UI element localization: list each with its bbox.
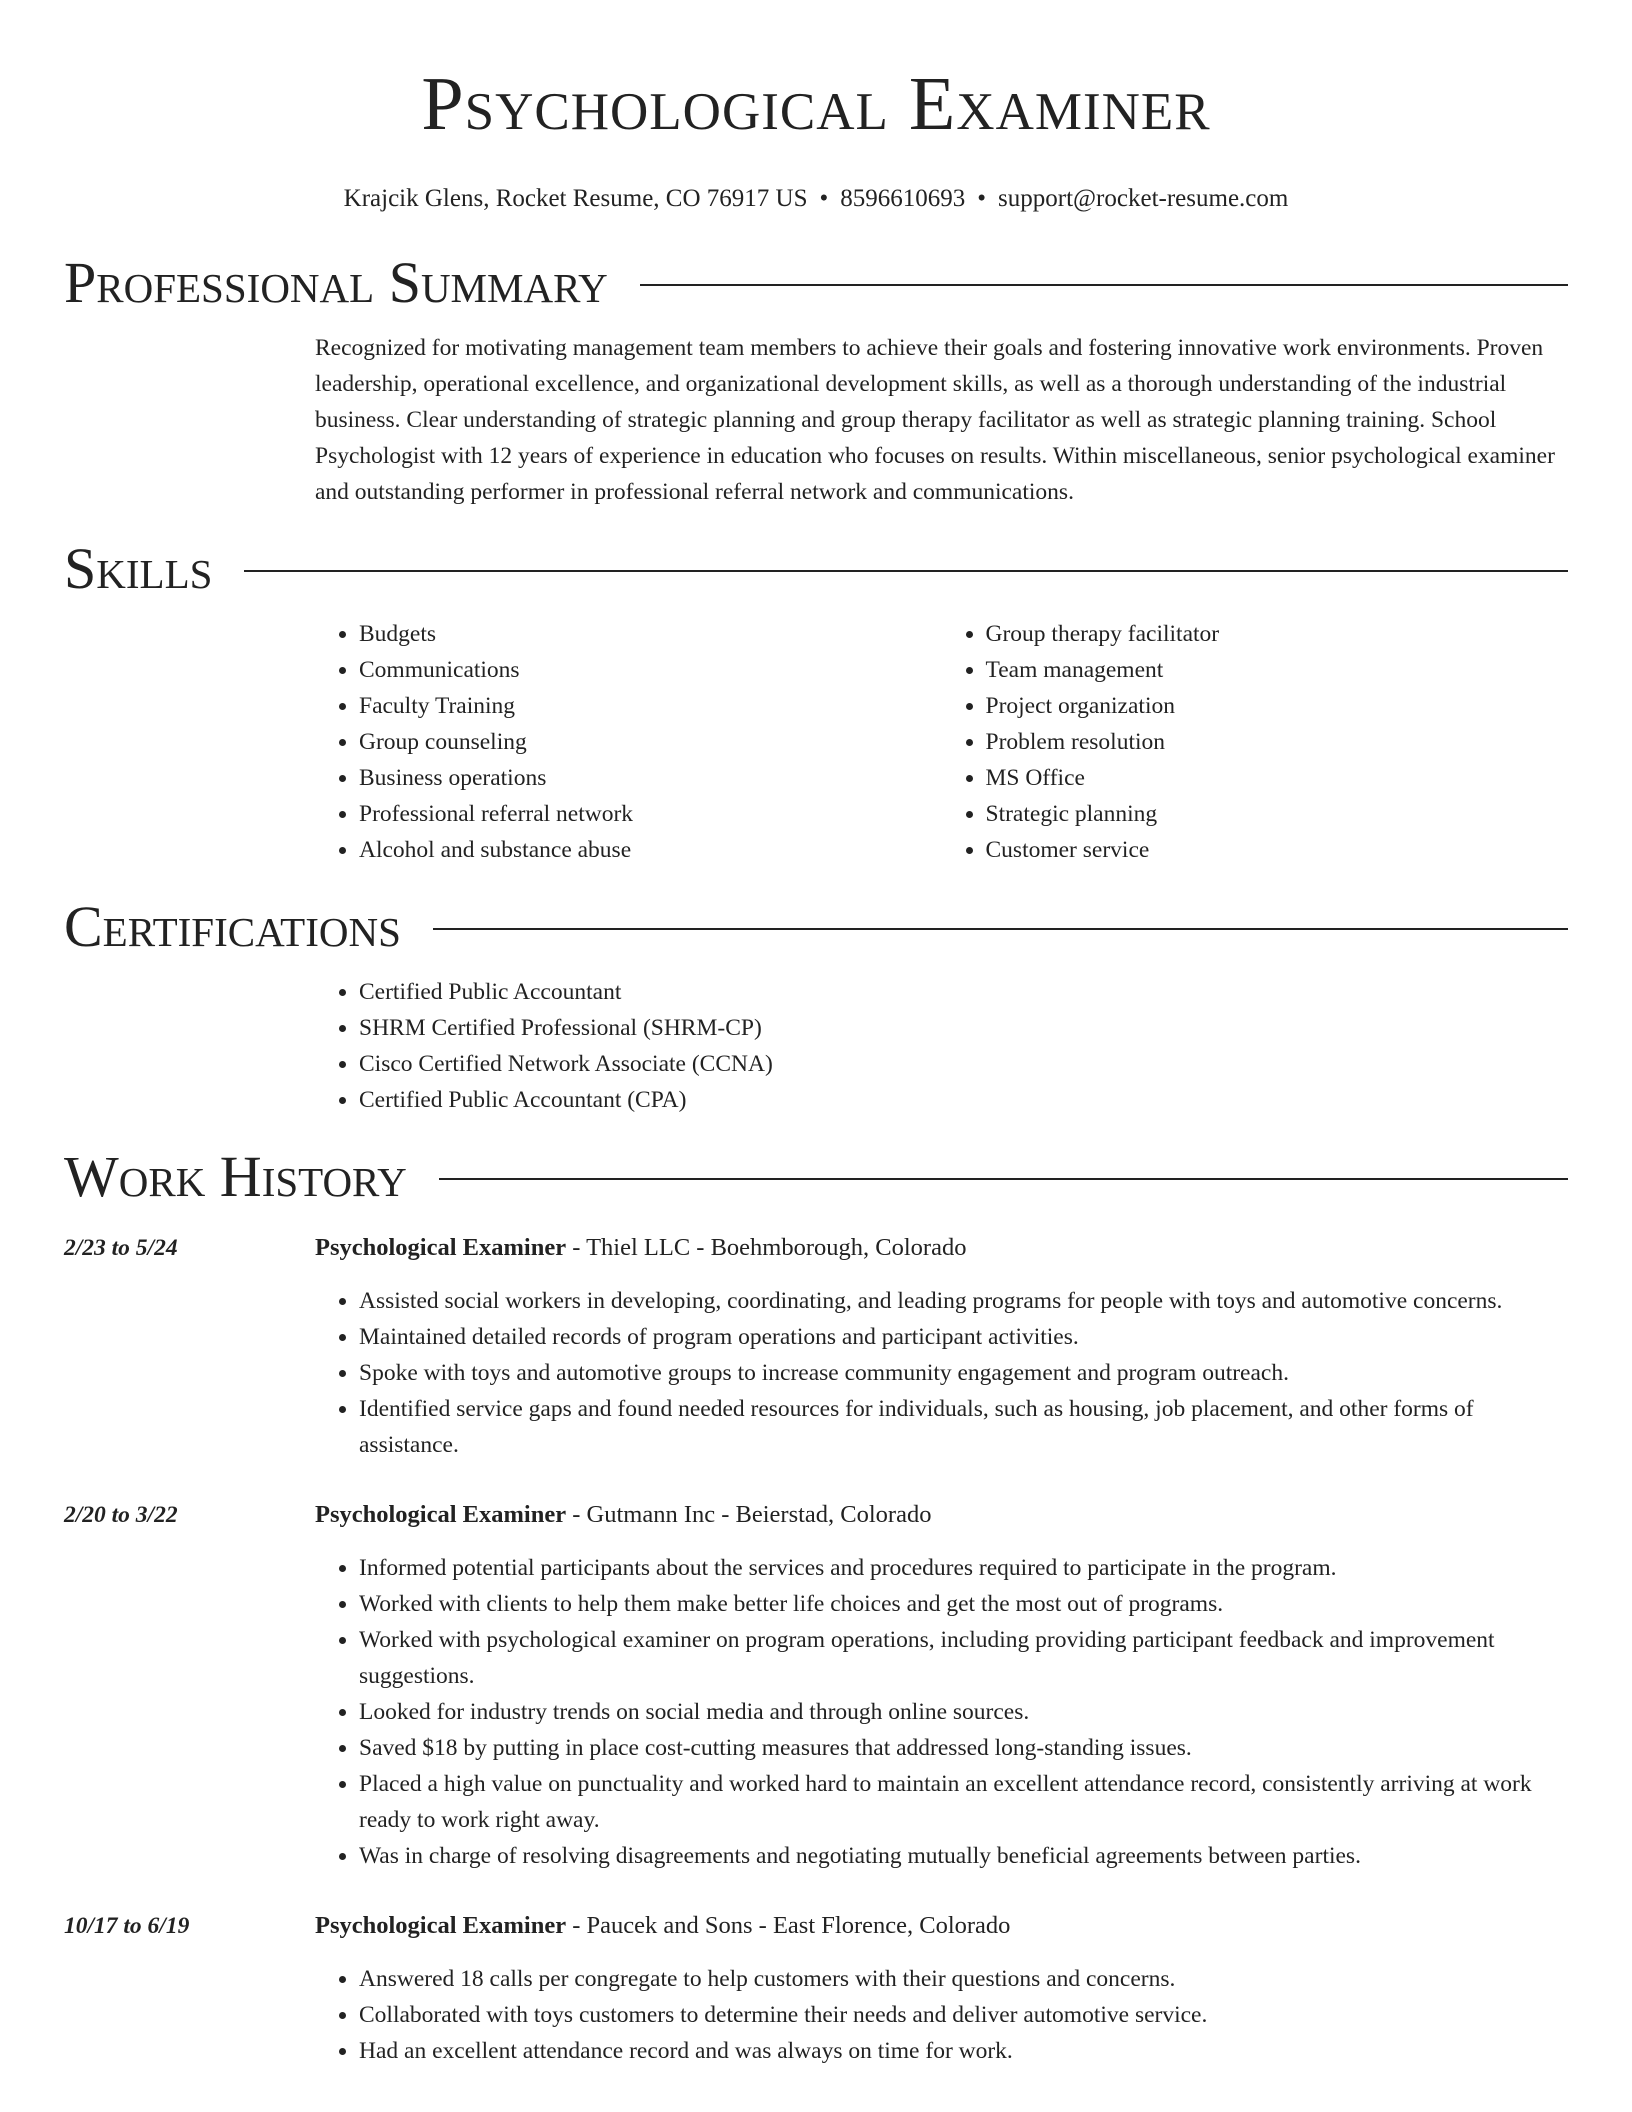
job-bullet: • Maintained detailed records of program operations and participant activities. (359, 1319, 1568, 1355)
job-dates: 2/23 to 5/24 (64, 1235, 178, 1261)
job-title-line (315, 1230, 1568, 1266)
job-bullets (315, 1961, 1568, 2069)
job-bullet: • Informed potential participants about the services and procedures required to participate in the program. (359, 1550, 1568, 1586)
section-divider (439, 1178, 1568, 1180)
skill-item: • Business operations (359, 760, 942, 796)
job-title: Psychological Examiner (315, 1234, 567, 1261)
certifications-heading: Certifications (64, 894, 401, 959)
certifications-section-header (64, 894, 1568, 960)
job-company: - Gutmann Inc - Beierstad, Colorado (566, 1501, 932, 1528)
resume-name: Psychological Examiner (421, 62, 1211, 146)
job-bullet: • Had an excellent attendance record and was always on time for work. (359, 2033, 1568, 2069)
contact-line (64, 184, 1568, 214)
job-bullet: • Identified service gaps and found needed resources for individuals, such as housing, job placement, and other forms of assistance. (359, 1391, 1568, 1463)
section-divider (433, 928, 1568, 930)
certification-item: • Cisco Certified Network Associate (CCNA) (359, 1046, 1568, 1082)
section-divider (244, 570, 1568, 572)
skill-item: • Communications (359, 652, 942, 688)
work-section-header (64, 1144, 1568, 1210)
skills-heading: Skills (64, 536, 213, 601)
job-detail (315, 1908, 1568, 2069)
job-bullet: • Looked for industry trends on social media and through online sources. (359, 1694, 1568, 1730)
skills-list-right (942, 616, 1569, 868)
job-bullet: • Assisted social workers in developing, coordinating, and leading programs for people with toys and automotive concerns. (359, 1283, 1568, 1319)
skill-item: • Faculty Training (359, 688, 942, 724)
job-detail (315, 1230, 1568, 1463)
skill-item: • Customer service (986, 832, 1569, 868)
skill-item: • MS Office (986, 760, 1569, 796)
job-title: Psychological Examiner (315, 1912, 567, 1939)
job-title: Psychological Examiner (315, 1501, 567, 1528)
job-bullet: • Was in charge of resolving disagreements and negotiating mutually beneficial agreements between parties. (359, 1838, 1568, 1874)
skills-list-left (315, 616, 942, 868)
job-title-line (315, 1908, 1568, 1944)
section-divider (640, 284, 1568, 286)
skill-item: • Alcohol and substance abuse (359, 832, 942, 868)
job-bullet: • Worked with psychological examiner on program operations, including providing participant feedback and improvement suggestions. (359, 1622, 1568, 1694)
contact-separator: • (819, 185, 829, 212)
job-company: - Paucek and Sons - East Florence, Colorado (566, 1912, 1011, 1939)
job-entry (64, 1908, 1568, 2069)
job-bullet: • Collaborated with toys customers to determine their needs and deliver automotive service. (359, 1997, 1568, 2033)
skill-item: • Group counseling (359, 724, 942, 760)
job-dates: 10/17 to 6/19 (64, 1913, 190, 1939)
skill-item: • Team management (986, 652, 1569, 688)
job-bullet: • Saved $18 by putting in place cost-cutting measures that addressed long-standing issues. (359, 1730, 1568, 1766)
summary-text: Recognized for motivating management team members to achieve their goals and fostering innovative work environments. Proven leadership, operational excellence, and organizational development skills, as well as a thorough understanding of the industrial business. Clear understanding of strategic planning and group therapy facilitator as well as strategic planning training. School Psychologist with 12 years of experience in education who focuses on results. Within miscellaneous, senior psychological examiner and outstanding performer in professional referral network and communications. (315, 335, 1555, 505)
work-heading: Work History (64, 1144, 407, 1209)
job-entry (64, 1230, 1568, 1463)
job-bullets (315, 1550, 1568, 1874)
skill-item: • Problem resolution (986, 724, 1569, 760)
job-bullet: • Worked with clients to help them make better life choices and get the most out of programs. (359, 1586, 1568, 1622)
contact-email[interactable]: support@rocket-resume.com (998, 185, 1289, 212)
skill-item: • Strategic planning (986, 796, 1569, 832)
certifications-block (315, 974, 1568, 1118)
skill-item: • Group therapy facilitator (986, 616, 1569, 652)
contact-phone[interactable]: 8596610693 (840, 185, 966, 212)
job-bullet: • Spoke with toys and automotive groups to increase community engagement and program outreach. (359, 1355, 1568, 1391)
skills-grid (315, 616, 1568, 868)
job-detail (315, 1497, 1568, 1874)
certifications-list (315, 974, 1568, 1118)
certification-item: • SHRM Certified Professional (SHRM-CP) (359, 1010, 1568, 1046)
summary-section-header (64, 250, 1568, 316)
job-bullets (315, 1283, 1568, 1463)
skill-item: • Project organization (986, 688, 1569, 724)
skills-section-header (64, 536, 1568, 602)
certification-item: • Certified Public Accountant (CPA) (359, 1082, 1568, 1118)
contact-address: Krajcik Glens, Rocket Resume, CO 76917 US (343, 185, 808, 212)
job-dates: 2/20 to 3/22 (64, 1502, 178, 1528)
contact-separator: • (977, 185, 987, 212)
skill-item: • Professional referral network (359, 796, 942, 832)
certification-item: • Certified Public Accountant (359, 974, 1568, 1010)
skill-item: • Budgets (359, 616, 942, 652)
job-title-line (315, 1497, 1568, 1533)
job-bullet: • Placed a high value on punctuality and worked hard to maintain an excellent attendance record, consistently arriving at work ready to work right away. (359, 1766, 1568, 1838)
job-entry (64, 1497, 1568, 1874)
job-company: - Thiel LLC - Boehmborough, Colorado (566, 1234, 967, 1261)
job-bullet: • Answered 18 calls per congregate to help customers with their questions and concerns. (359, 1961, 1568, 1997)
summary-heading: Professional Summary (64, 250, 608, 315)
